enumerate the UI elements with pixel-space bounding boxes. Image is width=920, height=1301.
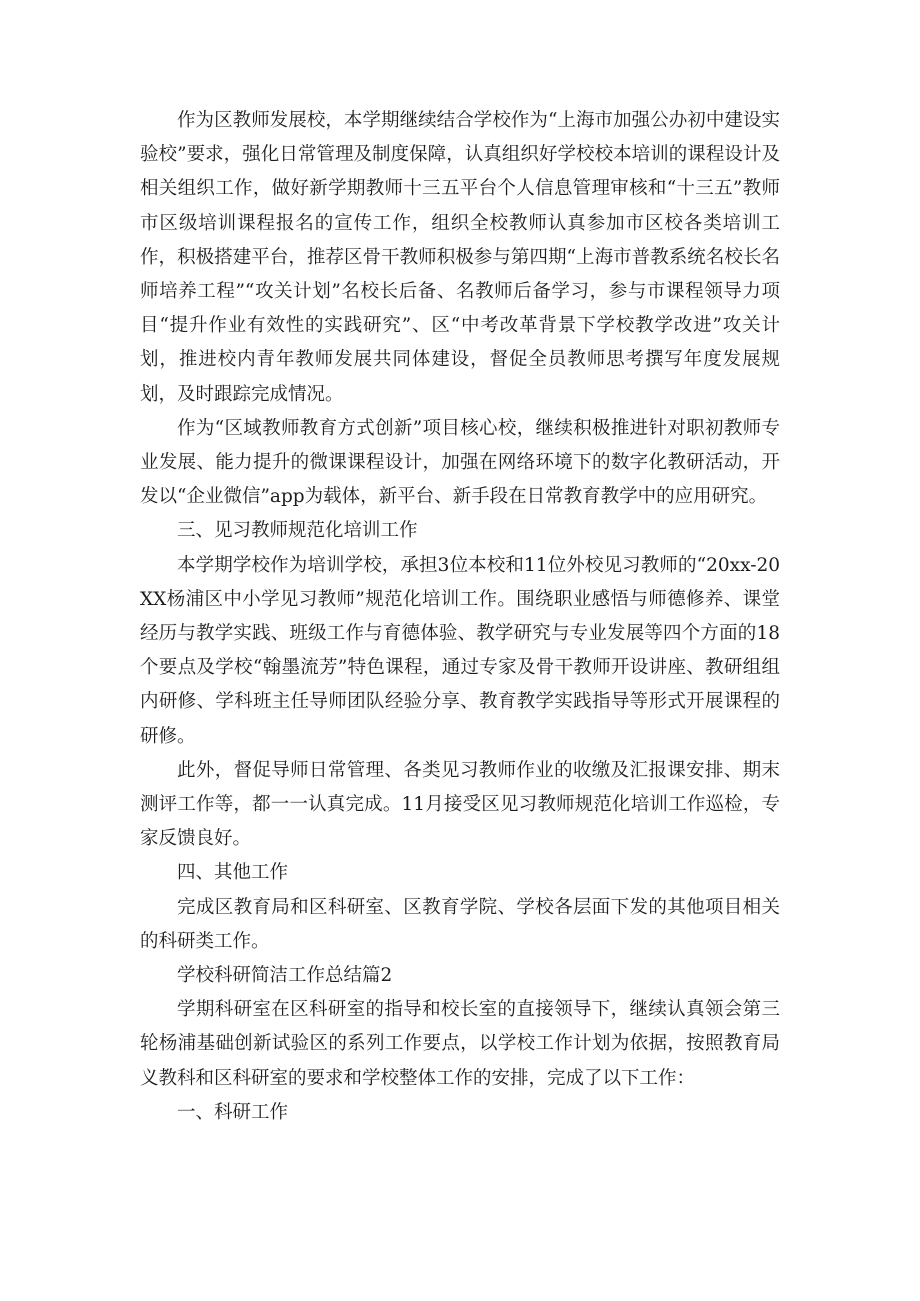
paragraph-other-work: 完成区教育局和区科研室、区教育学院、学校各层面下发的其他项目相关的科研类工作。 xyxy=(140,896,780,952)
paragraph-trainee-program: 本学期学校作为培训学校，承担3位本校和11位外校见习教师的“20xx-20XX杨浦区中小学见习教师”规范化培训工作。围绕职业感悟与师德修养、课堂经历与教学实践、班级工作与育德体验、教学研究与专业发展等四个方面的18个要点及学校“翰墨流芳”特色课程，通过专家及骨干教师开设讲座、教研组组内研修、学科班主任导师团队经验分享、教育教学实践指导等形式开展课程的研修。 xyxy=(140,554,780,747)
section-heading-trainee-training: 三、见习教师规范化培训工作 xyxy=(177,520,418,542)
paragraph-teacher-development: 作为区教师发展校，本学期继续结合学校作为“上海市加强公办初中建设实验校”要求，强化日常管理及制度保障，认真组织好学校校本培训的课程设计及相关组织工作，做好新学期教师十三五平台个人信息管理审核和“十三五”教师市区级培训课程报名的宣传工作，组织全校教师认真参加市区校各类培训工作，积极搭建平台，推荐区骨干教师积极参与第四期“上海市普教系统名校长名师培养工程”“攻关计划”名校长后备、名教师后备学习，参与市课程领导力项目“提升作业有效性的实践研究”、区“中考改革背景下学校教学改进”攻关计划，推进校内青年教师发展共同体建设，督促全员教师思考撰写年度发展规划，及时跟踪完成情况。 xyxy=(140,110,780,405)
article-title-part-2: 学校科研简洁工作总结篇2 xyxy=(177,965,393,987)
section-heading-research-work: 一、科研工作 xyxy=(177,1101,289,1123)
paragraph-teaching-innovation: 作为“区域教师教育方式创新”项目核心校，继续积极推进针对职初教师专业发展、能力提升的微课课程设计，加强在网络环境下的数字化教研活动，开发以“企业微信”app为载体，新平台、新手段在日常教育教学中的应用研究。 xyxy=(140,417,780,508)
paragraph-semester-intro: 学期科研室在区科研室的指导和校长室的直接领导下，继续认真领会第三轮杨浦基础创新试验区的系列工作要点，以学校工作计划为依据，按照教育局义教科和区科研室的要求和学校整体工作的安排，完成了以下工作： xyxy=(140,999,780,1089)
paragraph-mentor-management: 此外，督促导师日常管理、各类见习教师作业的收缴及汇报课安排、期末测评工作等，都一一认真完成。11月接受区见习教师规范化培训工作巡检，专家反馈良好。 xyxy=(140,759,780,850)
section-heading-other-work: 四、其他工作 xyxy=(177,862,289,884)
